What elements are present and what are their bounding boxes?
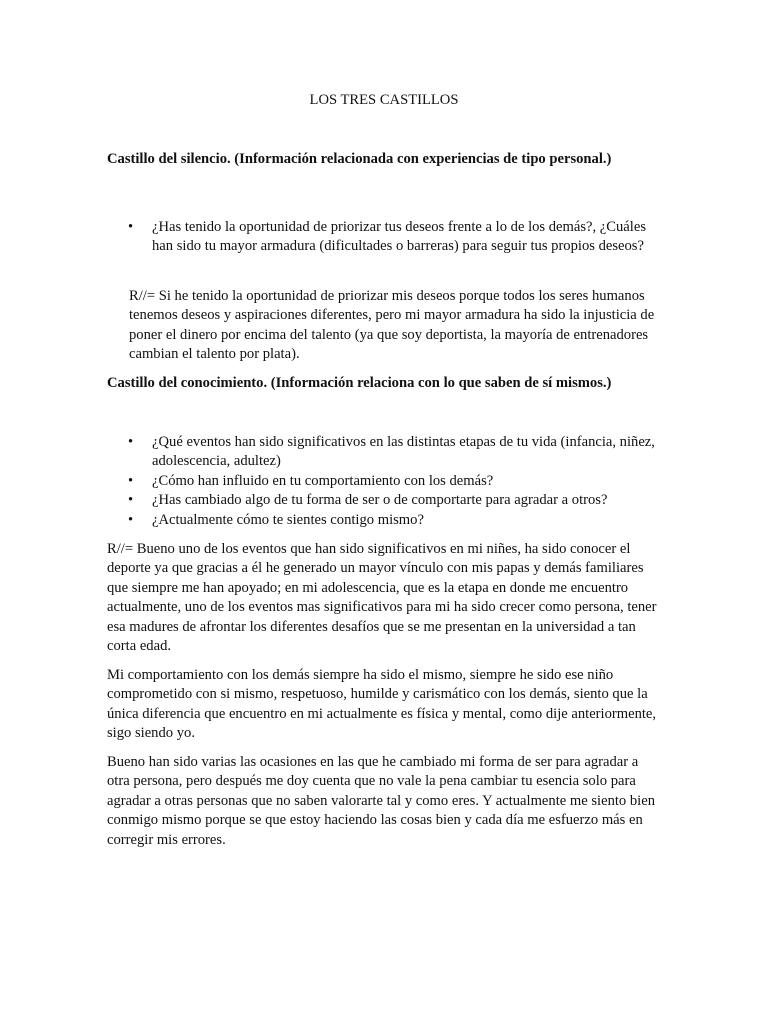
bullet-icon: • xyxy=(128,492,134,509)
bullet-icon: • xyxy=(128,472,134,489)
question-list-conocimiento xyxy=(107,433,667,530)
section-heading-silencio: Castillo del silencio. (Información relacionada con experiencias de tipo personal.) xyxy=(107,151,612,167)
question-text: ¿Actualmente cómo te sientes contigo mismo? xyxy=(152,511,424,528)
list-item xyxy=(107,511,667,530)
paragraph-comportamiento: Mi comportamiento con los demás siempre ha sido el mismo, siempre he sido ese niño comprometido con si mismo, respetuoso, humilde y carismático con los demás, siento que la única diferencia que encuentro en mi actualmente es física y mental, como dije anteriormente, sigo siendo yo. xyxy=(107,667,657,742)
question-text: ¿Has tenido la oportunidad de priorizar tus deseos frente a lo de los demás?, ¿Cuáles han sido tu mayor armadura (dificultades o barreras) para seguir tus propios deseos? xyxy=(152,219,646,255)
bullet-icon: • xyxy=(128,434,134,450)
list-item xyxy=(107,491,667,510)
list-item xyxy=(107,433,667,472)
question-text: ¿Cómo han influido en tu comportamiento con los demás? xyxy=(152,472,494,489)
list-item xyxy=(107,472,667,491)
answer-conocimiento: R//= Bueno uno de los eventos que han sido significativos en mi niñes, ha sido conocer el deporte ya que gracias a él he generado un mayor vínculo con mis papas y demás familiares que siempre me han apoyado; en mi adolescencia, que es la etapa en donde me encuentro actualmente, uno de los eventos mas significativos para mi ha sido crecer como persona, tener esa madures de afrontar los diferentes desafíos que se me presentan en la universidad a tan corta edad. xyxy=(107,541,657,655)
bullet-icon: • xyxy=(128,511,134,528)
list-item xyxy=(107,218,667,257)
section-heading-conocimiento: Castillo del conocimiento. (Información relaciona con lo que saben de sí mismos.) xyxy=(107,375,612,391)
question-text: ¿Has cambiado algo de tu forma de ser o de comportarte para agradar a otros? xyxy=(152,492,608,509)
bullet-icon: • xyxy=(128,219,134,235)
document-title: LOS TRES CASTILLOS xyxy=(309,92,459,108)
question-list-silencio xyxy=(107,218,667,257)
answer-silencio: R//= Si he tenido la oportunidad de priorizar mis deseos porque todos los seres humanos tenemos deseos y aspiraciones diferentes, pero mi mayor armadura ha sido la injusticia de poner el dinero por encima del talento (ya que soy deportista, la mayoría de entrenadores cambian el talento por plata). xyxy=(129,288,655,363)
paragraph-cambio: Bueno han sido varias las ocasiones en las que he cambiado mi forma de ser para agradar a otra persona, pero después me doy cuenta que no vale la pena cambiar tu esencia solo para agradar a otras personas que no saben valorarte tal y como eres. Y actualmente me siento bien conmigo mismo porque se que estoy haciendo las cosas bien y cada día me esfuerzo más en corregir mis errores. xyxy=(107,754,655,848)
question-text: ¿Qué eventos han sido significativos en las distintas etapas de tu vida (infancia, niñez, adolescencia, adultez) xyxy=(152,434,655,470)
